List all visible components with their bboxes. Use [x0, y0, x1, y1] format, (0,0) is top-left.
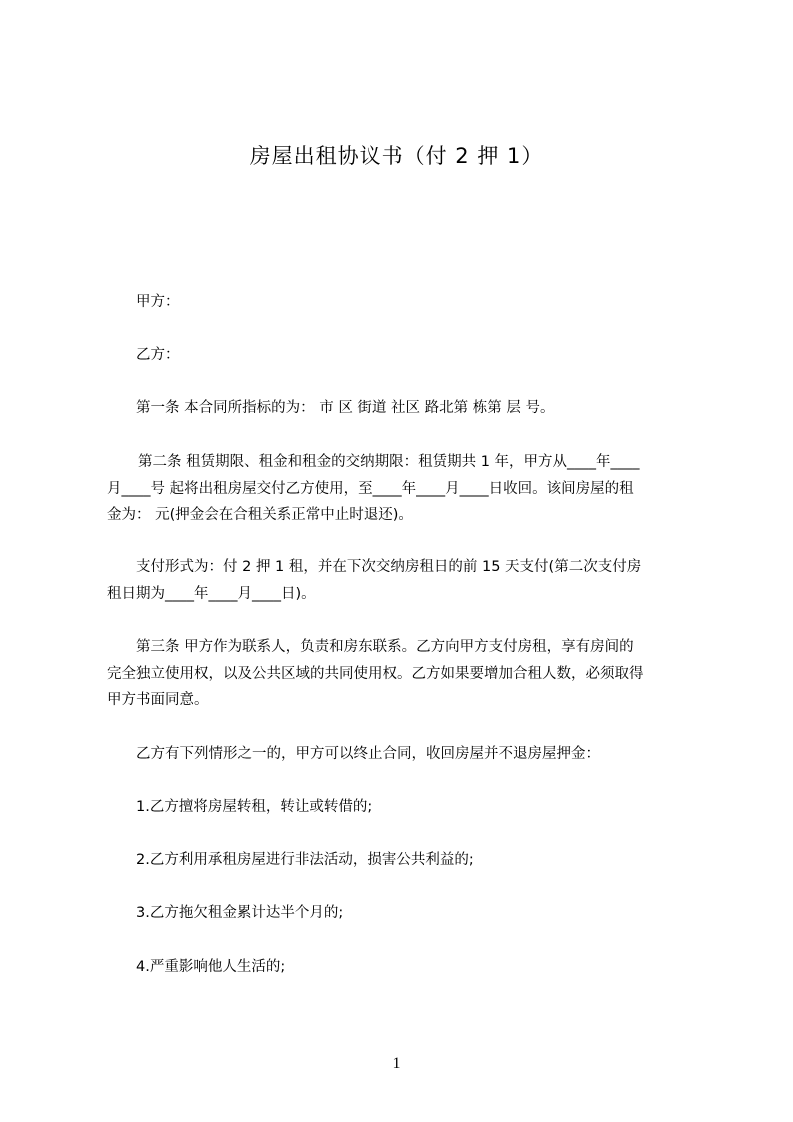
article-2-line: 月____号 起将出租房屋交付乙方使用，至____年____月____日收回。该间房屋的租 [107, 480, 634, 497]
termination-intro: 乙方有下列情形之一的，甲方可以终止合同，收回房屋并不退房屋押金： [136, 746, 600, 762]
termination-item: 4.严重影响他人生活的; [136, 959, 286, 975]
article-2-line: 金为： 元(押金会在合租关系正常中止时退还)。 [107, 507, 413, 523]
article-3-line: 第三条 甲方作为联系人，负责和房东联系。乙方向甲方支付房租，享有房间的 [136, 639, 634, 655]
article-3-line: 甲方书面同意。 [107, 692, 209, 708]
article-3 [107, 634, 703, 714]
article-2-line: 第二条 租赁期限、租金和租金的交纳期限：租赁期共 1 年，甲方从____年____ [138, 454, 640, 470]
termination-item: 2.乙方利用承租房屋进行非法活动，损害公共利益的; [136, 852, 474, 868]
document-title: 房屋出租协议书（付 2 押 1） [249, 144, 544, 168]
article-3-line: 完全独立使用权，以及公共区域的共同使用权。乙方如果要增加合租人数，必须取得 [107, 665, 644, 682]
page-number: 1 [392, 1055, 401, 1072]
article-2 [107, 449, 703, 529]
payment-terms [107, 554, 703, 607]
party-b-label: 乙方： [136, 347, 180, 363]
termination-item: 3.乙方拖欠租金累计达半个月的; [136, 905, 344, 921]
party-a-label: 甲方： [136, 294, 180, 310]
payment-terms-line: 支付形式为：付 2 押 1 租，并在下次交纳房租日的前 15 天支付(第二次支付房 [136, 559, 642, 575]
article-1: 第一条 本合同所指标的为： 市 区 街道 社区 路北第 栋第 层 号。 [136, 400, 555, 416]
termination-item: 1.乙方擅将房屋转租，转让或转借的; [136, 799, 373, 815]
payment-terms-line: 租日期为____年____月____日)。 [107, 585, 316, 602]
